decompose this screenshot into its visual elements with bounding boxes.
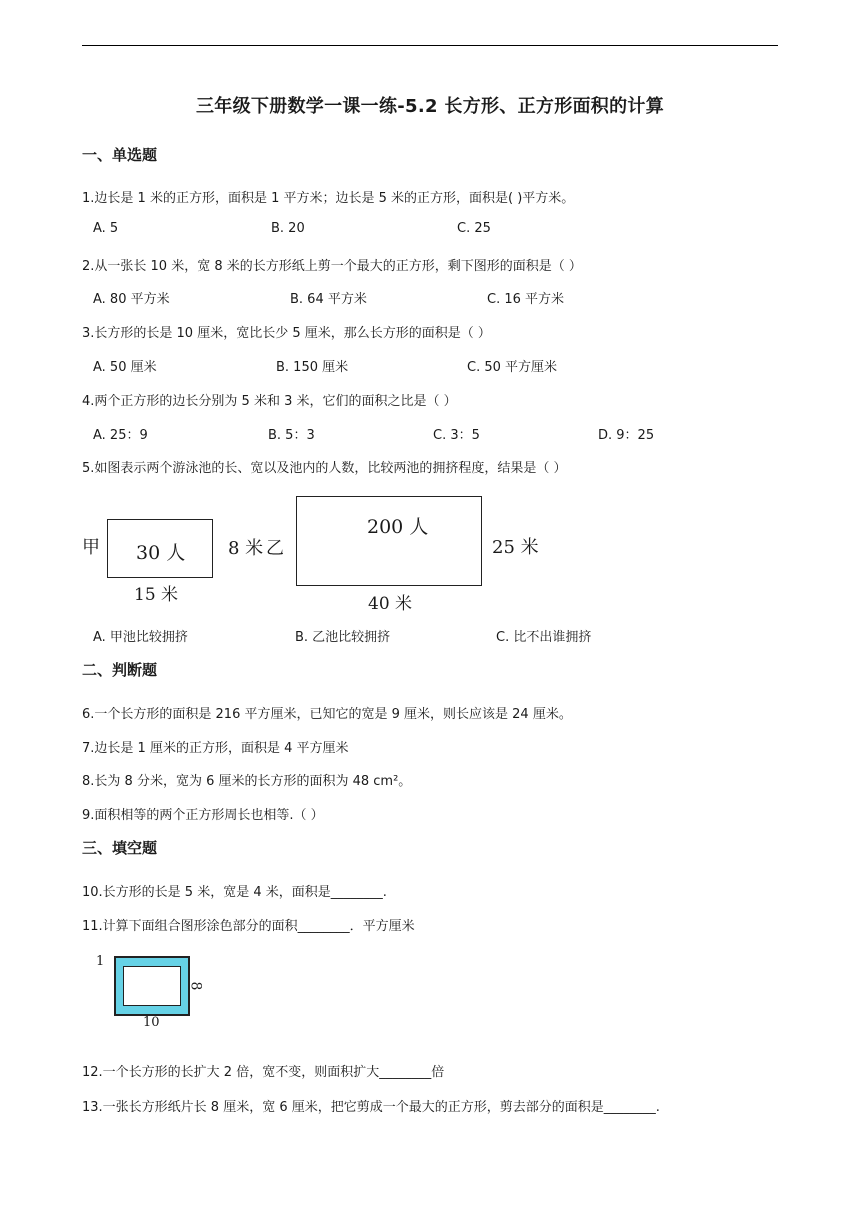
q5-option-c: C. 比不出谁拥挤: [496, 630, 592, 645]
pool-jia-length: 15 米: [134, 585, 179, 605]
header-rule: [82, 45, 778, 46]
q1-option-a: A. 5: [93, 221, 119, 236]
figure-bottom-label: 10: [143, 1015, 160, 1030]
figure-corner-label: 1: [96, 954, 105, 969]
pool-yi-width: 25 米: [492, 537, 539, 558]
q5-option-b: B. 乙池比较拥挤: [295, 630, 391, 645]
q1-option-b: B. 20: [271, 221, 305, 236]
pool-yi-people: 200 人: [367, 516, 429, 538]
q2-option-a: A. 80 平方米: [93, 292, 170, 307]
q3-option-b: B. 150 厘米: [276, 360, 349, 375]
question-7: 7.边长是 1 厘米的正方形，面积是 4 平方厘米: [82, 741, 349, 756]
question-6: 6.一个长方形的面积是 216 平方厘米，已知它的宽是 9 厘米，则长应该是 24 厘米。: [82, 707, 572, 722]
q4-option-d: D. 9：25: [598, 428, 655, 443]
q4-option-a: A. 25：9: [93, 428, 148, 443]
q2-option-c: C. 16 平方米: [487, 292, 565, 307]
question-12: 12.一个长方形的长扩大 2 倍，宽不变，则面积扩大________倍: [82, 1065, 445, 1080]
q3-option-a: A. 50 厘米: [93, 360, 157, 375]
inner-white-rect: [123, 966, 181, 1006]
q4-option-b: B. 5：3: [268, 428, 315, 443]
q1-option-c: C. 25: [457, 221, 491, 236]
pool-yi-label: 乙: [266, 538, 284, 559]
question-8: 8.长为 8 分米，宽为 6 厘米的长方形的面积为 48 cm²。: [82, 774, 412, 789]
q2-option-b: B. 64 平方米: [290, 292, 367, 307]
pool-yi-rect: [296, 496, 482, 586]
question-3: 3.长方形的长是 10 厘米，宽比长少 5 厘米，那么长方形的面积是（ ）: [82, 326, 491, 341]
question-1: 1.边长是 1 米的正方形，面积是 1 平方米；边长是 5 米的正方形，面积是( )平方米。: [82, 191, 575, 206]
section-heading-fill-blank: 三、填空题: [82, 839, 158, 857]
pool-jia-width: 8 米: [228, 538, 264, 559]
section-heading-true-false: 二、判断题: [82, 661, 158, 679]
pool-jia-people: 30 人: [136, 542, 186, 564]
q5-option-a: A. 甲池比较拥挤: [93, 630, 188, 645]
question-2: 2.从一张长 10 米，宽 8 米的长方形纸上剪一个最大的正方形，剩下图形的面积是（ ）: [82, 259, 582, 274]
question-13: 13.一张长方形纸片长 8 厘米，宽 6 厘米，把它剪成一个最大的正方形，剪去部分的面积是________.: [82, 1100, 660, 1115]
q3-option-c: C. 50 平方厘米: [467, 360, 558, 375]
page-title: 三年级下册数学一课一练-5.2 长方形、正方形面积的计算: [195, 96, 665, 117]
figure-side-label: 8: [187, 981, 204, 991]
section-heading-single-choice: 一、单选题: [82, 146, 158, 164]
question-11: 11.计算下面组合图形涂色部分的面积________．平方厘米: [82, 919, 415, 934]
pool-yi-length: 40 米: [368, 594, 413, 614]
question-5: 5.如图表示两个游泳池的长、宽以及池内的人数，比较两池的拥挤程度，结果是（ ）: [82, 461, 567, 476]
question-10: 10.长方形的长是 5 米，宽是 4 米，面积是________.: [82, 885, 387, 900]
question-4: 4.两个正方形的边长分别为 5 米和 3 米，它们的面积之比是（ ）: [82, 394, 457, 409]
pool-jia-label: 甲: [82, 537, 100, 558]
q4-option-c: C. 3：5: [433, 428, 480, 443]
question-9: 9.面积相等的两个正方形周长也相等.（ ）: [82, 808, 324, 823]
